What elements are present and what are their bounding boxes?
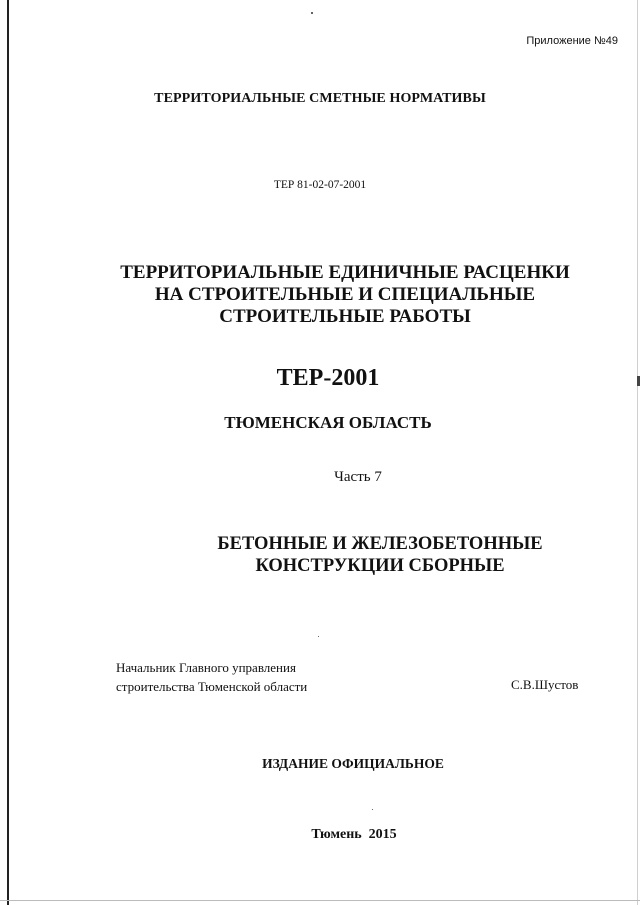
edition-label: ИЗДАНИЕ ОФИЦИАЛЬНОЕ: [262, 756, 444, 771]
scan-speck: [311, 12, 313, 14]
signatory-position: [116, 658, 307, 696]
section-title: [60, 533, 640, 577]
scan-speck: [318, 636, 319, 637]
short-title: ТЕР-2001: [276, 365, 380, 391]
region-title: ТЮМЕНСКАЯ ОБЛАСТЬ: [224, 413, 432, 432]
appendix-label: Приложение №49: [526, 35, 618, 47]
section-title-line: БЕТОННЫЕ И ЖЕЛЕЗОБЕТОННЫЕ: [217, 534, 543, 554]
main-title-line: ТЕРРИТОРИАЛЬНЫЕ ЕДИНИЧНЫЕ РАСЦЕНКИ: [120, 262, 570, 283]
series-title: ТЕРРИТОРИАЛЬНЫЕ СМЕТНЫЕ НОРМАТИВЫ: [154, 91, 486, 106]
main-title: [25, 262, 640, 328]
section-title-line: КОНСТРУКЦИИ СБОРНЫЕ: [255, 556, 505, 576]
signatory-position-line: строительства Тюменской области: [116, 679, 308, 694]
scan-bottom-edge: [0, 900, 640, 901]
scan-speck: [372, 809, 373, 810]
document-code: ТЕР 81-02-07-2001: [273, 179, 367, 191]
part-label: Часть 7: [334, 469, 382, 485]
city-year: Тюмень 2015: [311, 827, 397, 842]
main-title-line: СТРОИТЕЛЬНЫЕ РАБОТЫ: [219, 306, 471, 327]
scan-left-edge: [7, 0, 9, 905]
signatory-position-line: Начальник Главного управления: [116, 660, 296, 675]
signatory-name: С.В.Шустов: [511, 677, 579, 692]
main-title-line: НА СТРОИТЕЛЬНЫЕ И СПЕЦИАЛЬНЫЕ: [154, 284, 536, 305]
